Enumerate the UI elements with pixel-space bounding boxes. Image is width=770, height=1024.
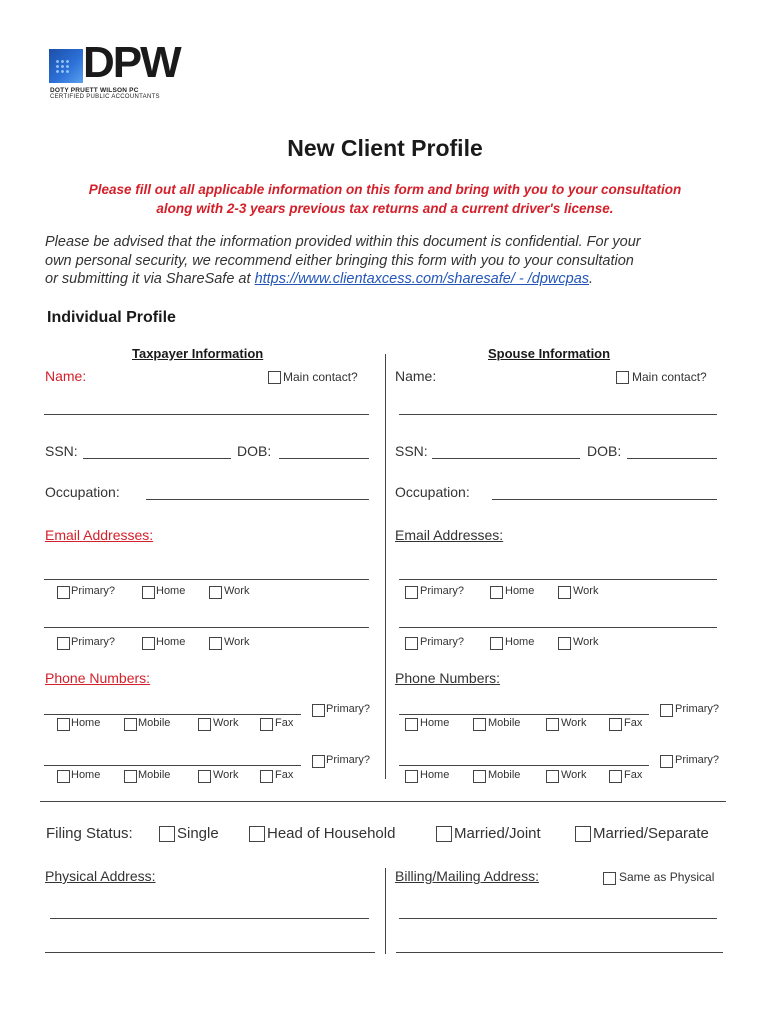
spouse-dob-field[interactable] — [627, 458, 717, 459]
taxpayer-header: Taxpayer Information — [132, 346, 264, 361]
taxpayer-dob-label: DOB: — [237, 443, 272, 459]
spouse-phone-1-field[interactable] — [399, 714, 649, 715]
spouse-phone-1-fax-label: Fax — [624, 717, 643, 729]
taxpayer-name-label: Name: — [45, 368, 87, 384]
spouse-ssn-field[interactable] — [432, 458, 580, 459]
firm-tagline: CERTIFIED PUBLIC ACCOUNTANTS — [50, 94, 160, 100]
spouse-phone-2-fax-label: Fax — [624, 769, 643, 781]
spouse-phone-1-work-label: Work — [561, 717, 587, 729]
spouse-email-1-work-label: Work — [573, 585, 599, 597]
billing-address-line-2[interactable] — [396, 952, 723, 953]
spouse-phone-1-home-checkbox[interactable] — [405, 718, 418, 731]
filing-mfj-checkbox[interactable] — [436, 826, 452, 842]
taxpayer-dob-field[interactable] — [279, 458, 369, 459]
taxpayer-phone-1-mobile-label: Mobile — [138, 717, 171, 729]
filing-mfs-checkbox[interactable] — [575, 826, 591, 842]
taxpayer-email-1-work-checkbox[interactable] — [209, 586, 222, 599]
firm-name: DOTY PRUETT WILSON PC — [50, 87, 139, 94]
filing-mfs-label: Married/Separate — [593, 825, 709, 842]
taxpayer-phone-2-home-checkbox[interactable] — [57, 770, 70, 783]
instructions — [40, 180, 730, 218]
taxpayer-phone-2-work-label: Work — [213, 769, 239, 781]
taxpayer-ssn-field[interactable] — [83, 458, 231, 459]
instructions-line-1: Please fill out all applicable information on this form and bring with you to your consultation — [88, 182, 682, 197]
billing-address-line-1[interactable] — [399, 918, 717, 919]
taxpayer-email-label: Email Addresses: — [45, 527, 154, 543]
spouse-email-1-home-label: Home — [505, 585, 535, 597]
taxpayer-main-contact-checkbox[interactable] — [268, 371, 281, 384]
column-divider — [385, 354, 386, 779]
spouse-phone-2-mobile-label: Mobile — [488, 769, 521, 781]
spouse-email-1-home-checkbox[interactable] — [490, 586, 503, 599]
taxpayer-phone-1-work-label: Work — [213, 717, 239, 729]
logo-wordmark: DPW — [83, 38, 180, 87]
taxpayer-phone-1-primary-checkbox[interactable] — [312, 704, 325, 717]
spouse-email-2-home-label: Home — [505, 636, 535, 648]
taxpayer-email-1-primary-label: Primary? — [71, 585, 116, 597]
notice-period: . — [589, 271, 594, 287]
taxpayer-email-2-home-label: Home — [156, 636, 186, 648]
sharesafe-link[interactable]: https://www.clientaxcess.com/sharesafe/ - /dpwcpas — [254, 271, 590, 287]
spouse-email-2-field[interactable] — [399, 627, 717, 628]
taxpayer-phone-2-fax-label: Fax — [275, 769, 294, 781]
spouse-email-1-work-checkbox[interactable] — [558, 586, 571, 599]
spouse-phone-1-mobile-checkbox[interactable] — [473, 718, 486, 731]
taxpayer-email-2-field[interactable] — [44, 627, 369, 628]
taxpayer-phone-2-work-checkbox[interactable] — [198, 770, 211, 783]
notice-line-3 — [45, 270, 735, 289]
spouse-header: Spouse Information — [488, 346, 611, 361]
spouse-phone-2-primary-label: Primary? — [675, 754, 720, 766]
taxpayer-phone-1-primary-label: Primary? — [326, 703, 371, 715]
taxpayer-name-field[interactable] — [44, 414, 369, 415]
taxpayer-phone-label: Phone Numbers: — [45, 670, 151, 686]
spouse-main-contact-checkbox[interactable] — [616, 371, 629, 384]
spouse-email-2-home-checkbox[interactable] — [490, 637, 503, 650]
taxpayer-main-contact-label: Main contact? — [283, 370, 358, 384]
physical-address-line-1[interactable] — [50, 918, 369, 919]
confidentiality-notice — [45, 233, 735, 289]
taxpayer-phone-2-mobile-checkbox[interactable] — [124, 770, 137, 783]
spouse-phone-2-primary-checkbox[interactable] — [660, 755, 673, 768]
physical-address-label: Physical Address: — [45, 868, 156, 884]
spouse-phone-1-fax-checkbox[interactable] — [609, 718, 622, 731]
taxpayer-email-2-home-checkbox[interactable] — [142, 637, 155, 650]
physical-address-line-2[interactable] — [45, 952, 375, 953]
billing-address-label: Billing/Mailing Address: — [395, 868, 539, 884]
section-separator — [40, 801, 726, 802]
taxpayer-email-2-primary-label: Primary? — [71, 636, 116, 648]
spouse-phone-1-home-label: Home — [420, 717, 450, 729]
taxpayer-occupation-field[interactable] — [146, 499, 369, 500]
spouse-email-2-primary-label: Primary? — [420, 636, 465, 648]
taxpayer-phone-2-mobile-label: Mobile — [138, 769, 171, 781]
taxpayer-phone-1-field[interactable] — [44, 714, 301, 715]
notice-line-2: own personal security, we recommend either bringing this form with you to your consultation — [45, 252, 634, 269]
taxpayer-phone-2-field[interactable] — [44, 765, 301, 766]
spouse-email-2-work-checkbox[interactable] — [558, 637, 571, 650]
spouse-main-contact-label: Main contact? — [632, 370, 707, 384]
taxpayer-phone-1-fax-label: Fax — [275, 717, 294, 729]
logo-icon — [49, 49, 83, 83]
taxpayer-email-2-work-label: Work — [224, 636, 250, 648]
taxpayer-phone-1-fax-checkbox[interactable] — [260, 718, 273, 731]
filing-single-label: Single — [177, 825, 219, 842]
taxpayer-phone-2-home-label: Home — [71, 769, 101, 781]
filing-hoh-label: Head of Household — [267, 825, 396, 842]
section-title: Individual Profile — [47, 309, 176, 326]
spouse-email-2-work-label: Work — [573, 636, 599, 648]
spouse-name-label: Name: — [395, 368, 437, 384]
spouse-email-2-primary-checkbox[interactable] — [405, 637, 418, 650]
spouse-phone-2-fax-checkbox[interactable] — [609, 770, 622, 783]
spouse-phone-2-home-checkbox[interactable] — [405, 770, 418, 783]
filing-status-label: Filing Status: — [46, 825, 133, 842]
spouse-phone-2-work-checkbox[interactable] — [546, 770, 559, 783]
taxpayer-phone-1-work-checkbox[interactable] — [198, 718, 211, 731]
spouse-email-1-primary-checkbox[interactable] — [405, 586, 418, 599]
taxpayer-phone-1-home-checkbox[interactable] — [57, 718, 70, 731]
spouse-ssn-label: SSN: — [395, 443, 428, 459]
taxpayer-email-1-primary-checkbox[interactable] — [57, 586, 70, 599]
taxpayer-ssn-label: SSN: — [45, 443, 78, 459]
spouse-phone-label: Phone Numbers: — [395, 670, 501, 686]
spouse-dob-label: DOB: — [587, 443, 622, 459]
spouse-phone-1-primary-label: Primary? — [675, 703, 720, 715]
taxpayer-occupation-label: Occupation: — [45, 484, 120, 500]
filing-mfj-label: Married/Joint — [454, 825, 541, 842]
spouse-name-field[interactable] — [399, 414, 717, 415]
spouse-email-1-primary-label: Primary? — [420, 585, 465, 597]
taxpayer-phone-1-home-label: Home — [71, 717, 101, 729]
taxpayer-phone-2-fax-checkbox[interactable] — [260, 770, 273, 783]
taxpayer-phone-2-primary-label: Primary? — [326, 754, 371, 766]
taxpayer-phone-1-mobile-checkbox[interactable] — [124, 718, 137, 731]
page-title: New Client Profile — [287, 135, 483, 161]
instructions-line-2: along with 2-3 years previous tax returns and a current driver's license. — [156, 201, 614, 216]
taxpayer-email-1-home-label: Home — [156, 585, 186, 597]
notice-line-3-text: or submitting it via ShareSafe at — [45, 271, 255, 287]
spouse-phone-2-mobile-checkbox[interactable] — [473, 770, 486, 783]
taxpayer-email-1-home-checkbox[interactable] — [142, 586, 155, 599]
address-divider — [385, 868, 386, 954]
same-as-physical-label: Same as Physical — [619, 870, 715, 884]
spouse-phone-1-work-checkbox[interactable] — [546, 718, 559, 731]
spouse-occupation-field[interactable] — [492, 499, 717, 500]
filing-hoh-checkbox[interactable] — [249, 826, 265, 842]
spouse-email-label: Email Addresses: — [395, 527, 504, 543]
spouse-occupation-label: Occupation: — [395, 484, 470, 500]
taxpayer-phone-2-primary-checkbox[interactable] — [312, 755, 325, 768]
filing-single-checkbox[interactable] — [159, 826, 175, 842]
taxpayer-email-1-field[interactable] — [44, 579, 369, 580]
same-as-physical-checkbox[interactable] — [603, 872, 616, 885]
spouse-phone-2-home-label: Home — [420, 769, 450, 781]
spouse-phone-1-primary-checkbox[interactable] — [660, 704, 673, 717]
notice-line-1: Please be advised that the information provided within this document is confidential. For your — [45, 234, 641, 250]
taxpayer-email-1-work-label: Work — [224, 585, 250, 597]
spouse-phone-2-field[interactable] — [399, 765, 649, 766]
taxpayer-email-2-primary-checkbox[interactable] — [57, 637, 70, 650]
taxpayer-email-2-work-checkbox[interactable] — [209, 637, 222, 650]
spouse-phone-2-work-label: Work — [561, 769, 587, 781]
spouse-email-1-field[interactable] — [399, 579, 717, 580]
spouse-phone-1-mobile-label: Mobile — [488, 717, 521, 729]
